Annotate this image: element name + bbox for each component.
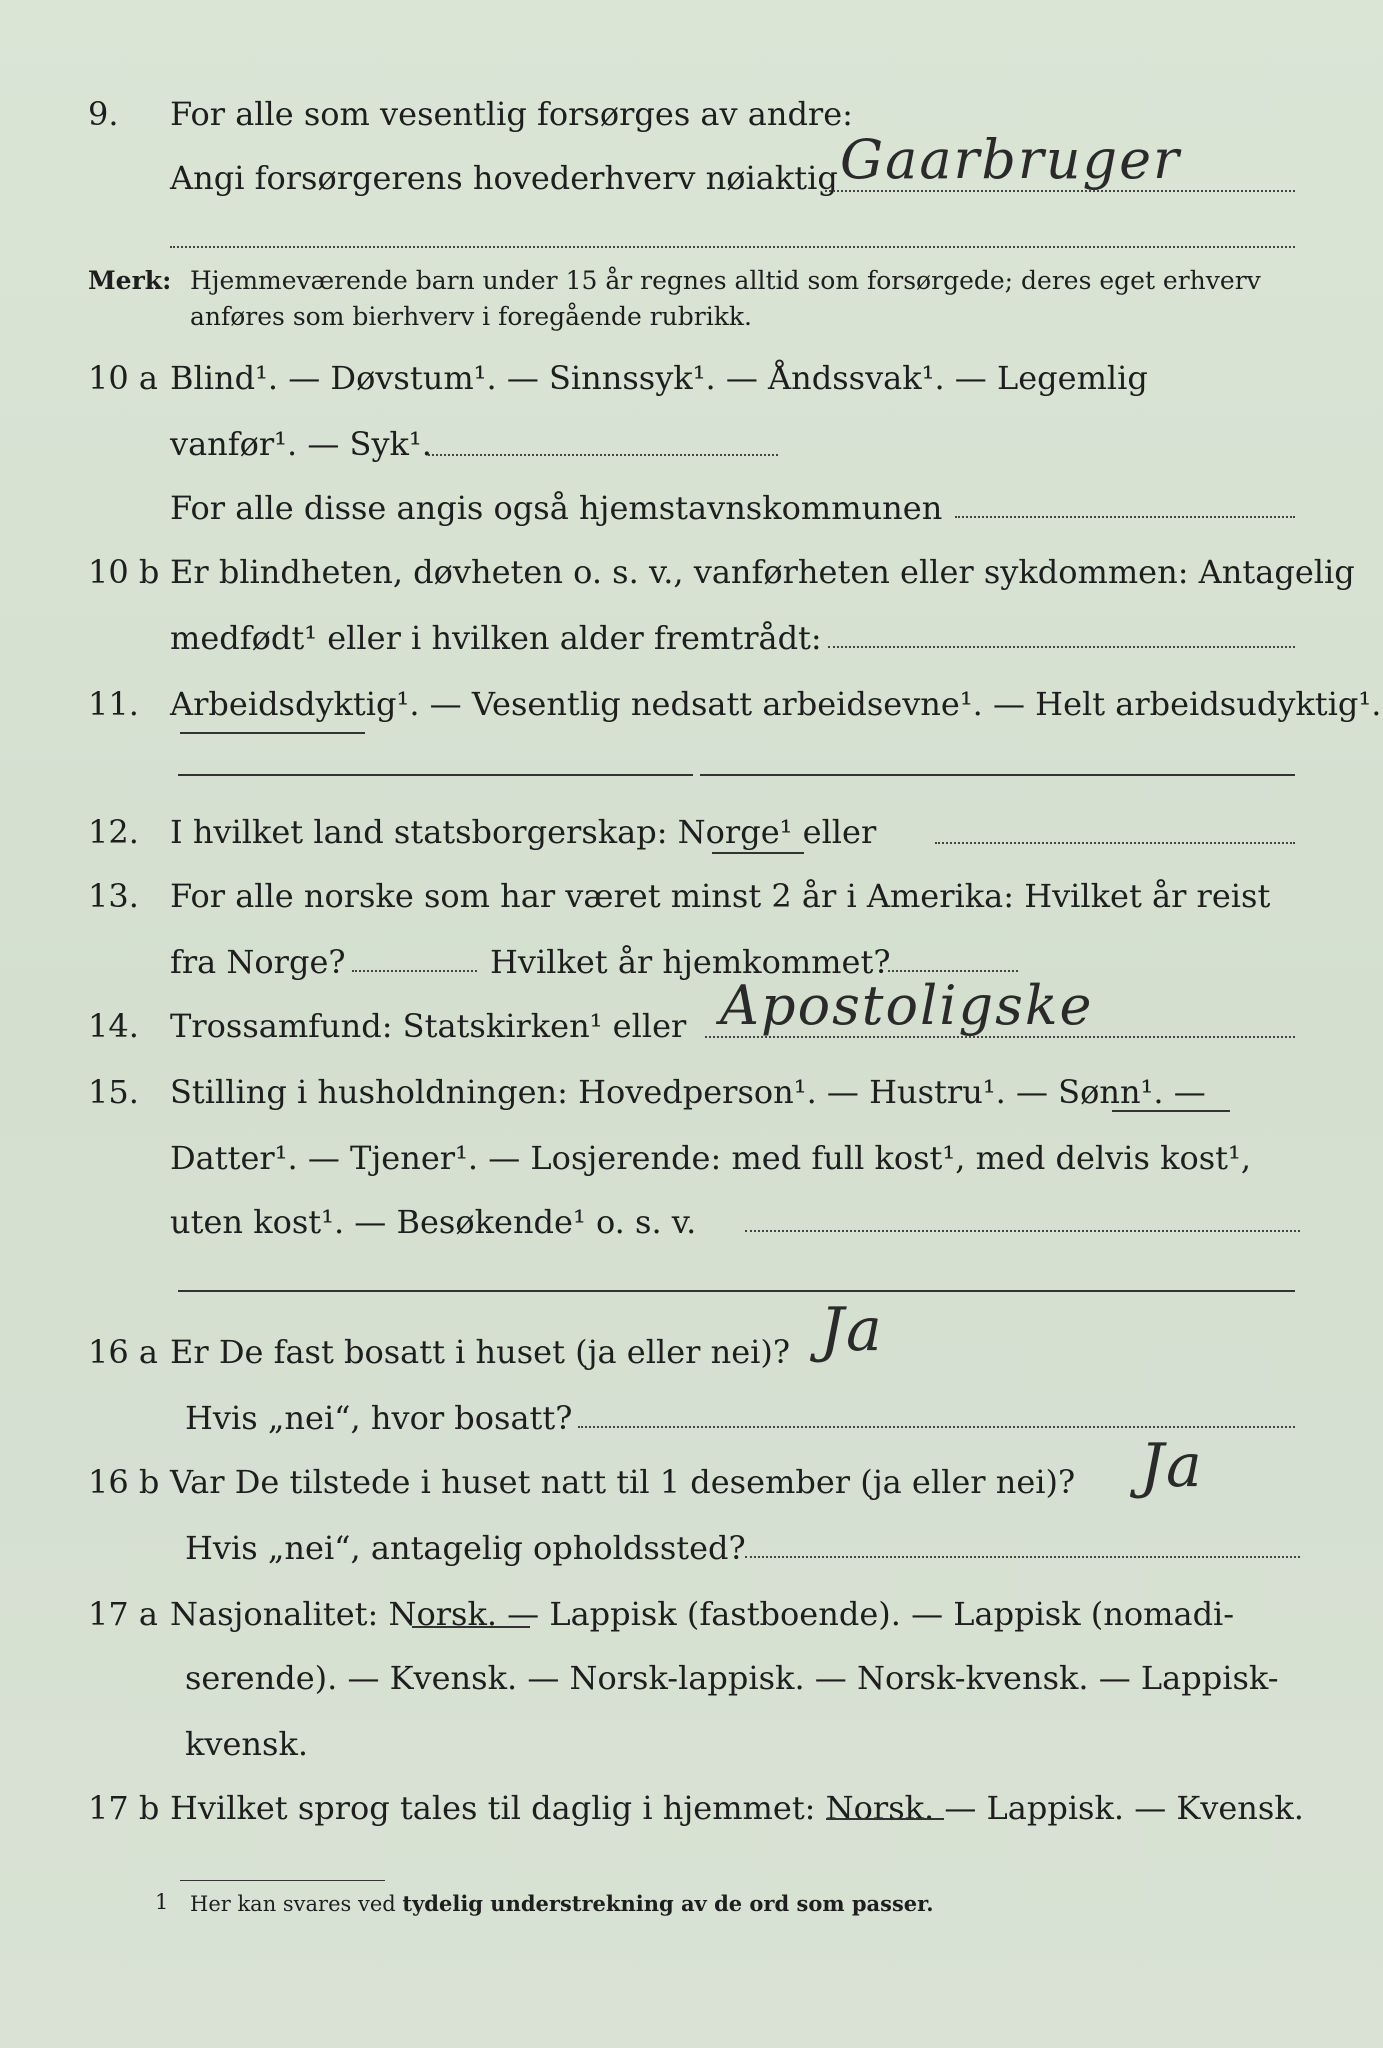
q11-rule-right [700, 774, 1295, 776]
q13-line2a: fra Norge? [170, 943, 346, 981]
q17a-line3: kvensk. [185, 1725, 308, 1763]
q9-line2: Angi forsørgerens hovederhverv nøiaktig [170, 159, 838, 197]
q17b-norsk-underline [826, 1818, 944, 1820]
q12-norge-underline [712, 852, 804, 854]
q10a-answer-line [428, 454, 778, 456]
q10a-line1: Blind¹. — Døvstum¹. — Sinnssyk¹. — Åndssvak¹. — Legemlig [170, 359, 1148, 397]
q15-rule [178, 1290, 1295, 1292]
q17a-line1: Nasjonalitet: Norsk. — Lappisk (fastboende). — Lappisk (nomadi- [170, 1595, 1235, 1633]
footnote-mark: 1 [155, 1890, 169, 1914]
q9-extra-line [170, 246, 1295, 248]
footnote-bold: tydelig understrekning av de ord som passer. [402, 1891, 934, 1916]
q15-sonn-underline [1112, 1110, 1230, 1112]
footnote-rule [180, 1880, 385, 1881]
q14-line1: Trossamfund: Statskirken¹ eller [170, 1007, 687, 1045]
q10b-line2: medfødt¹ eller i hvilken alder fremtrådt: [170, 619, 822, 657]
q11-handwritten-underline [180, 732, 365, 734]
q13-line2b: Hvilket år hjemkommet? [490, 943, 891, 981]
q17b-number: 17 b [88, 1789, 160, 1827]
q15-number: 15. [88, 1073, 139, 1111]
q15-line1: Stilling i husholdningen: Hovedperson¹. — Hustru¹. — Sønn¹. — [170, 1073, 1206, 1111]
q9-number: 9. [88, 95, 119, 133]
q16a-line1: Er De fast bosatt i huset (ja eller nei)? [170, 1333, 791, 1371]
q12-number: 12. [88, 813, 139, 851]
footnote-plain: Her kan svares ved [190, 1892, 396, 1916]
q17a-number: 17 a [88, 1595, 158, 1633]
q10a-line2: vanfør¹. — Syk¹. [170, 425, 432, 463]
q16a-handwritten-answer: Ja [820, 1295, 884, 1365]
q10b-number: 10 b [88, 553, 160, 591]
q13-reist-line [352, 970, 477, 972]
q13-number: 13. [88, 877, 139, 915]
q12-answer-line [935, 842, 1295, 844]
q17b-line1: Hvilket sprog tales til daglig i hjemmet: Norsk. — Lappisk. — Kvensk. [170, 1789, 1304, 1827]
q15-answer-line [745, 1230, 1300, 1232]
q13-line1: For alle norske som har været minst 2 år i Amerika: Hvilket år reist [170, 877, 1271, 915]
q16a-answer-line [578, 1426, 1295, 1428]
q14-number: 14. [88, 1007, 139, 1045]
q10a-line3: For alle disse angis også hjemstavnskommunen [170, 489, 943, 527]
q16a-line2: Hvis „nei“, hvor bosatt? [185, 1399, 573, 1437]
q16b-number: 16 b [88, 1463, 160, 1501]
q13-hjemkommet-line [888, 970, 1018, 972]
q12-line1: I hvilket land statsborgerskap: Norge¹ eller [170, 813, 877, 851]
q17a-line2: serende). — Kvensk. — Norsk-lappisk. — Norsk-kvensk. — Lappisk- [185, 1659, 1279, 1697]
q16b-handwritten-answer: Ja [1140, 1431, 1204, 1501]
q9-line1: For alle som vesentlig forsørges av andre: [170, 95, 853, 133]
footnote-text [190, 1890, 934, 1918]
merk-label: Merk: [88, 266, 172, 295]
q15-line2: Datter¹. — Tjener¹. — Losjerende: med full kost¹, med delvis kost¹, [170, 1139, 1252, 1177]
q11-number: 11. [88, 685, 139, 723]
q10a-hjemstavn-line [955, 516, 1295, 518]
q14-handwritten-answer: Apostoligske [720, 974, 1094, 1037]
q11-line1: Arbeidsdyktig¹. — Vesentlig nedsatt arbeidsevne¹. — Helt arbeidsudyktig¹. [170, 685, 1382, 723]
merk-line2: anføres som bierhverv i foregående rubrikk. [190, 302, 752, 331]
q11-rule-left [178, 774, 693, 776]
q9-handwritten-answer: Gaarbruger [840, 128, 1181, 191]
q16b-line1: Var De tilstede i huset natt til 1 desember (ja eller nei)? [170, 1463, 1076, 1501]
q10b-line1: Er blindheten, døvheten o. s. v., vanførheten eller sykdommen: Antagelig [170, 553, 1355, 591]
q15-line3: uten kost¹. — Besøkende¹ o. s. v. [170, 1203, 697, 1241]
q17a-norsk-underline [412, 1626, 530, 1628]
q16a-number: 16 a [88, 1333, 158, 1371]
q10b-answer-line [828, 646, 1295, 648]
q10a-number: 10 a [88, 359, 158, 397]
merk-line1: Hjemmeværende barn under 15 år regnes alltid som forsørgede; deres eget erhverv [190, 266, 1261, 295]
q16b-line2: Hvis „nei“, antagelig opholdssted? [185, 1529, 746, 1567]
q16b-answer-line [745, 1556, 1300, 1558]
